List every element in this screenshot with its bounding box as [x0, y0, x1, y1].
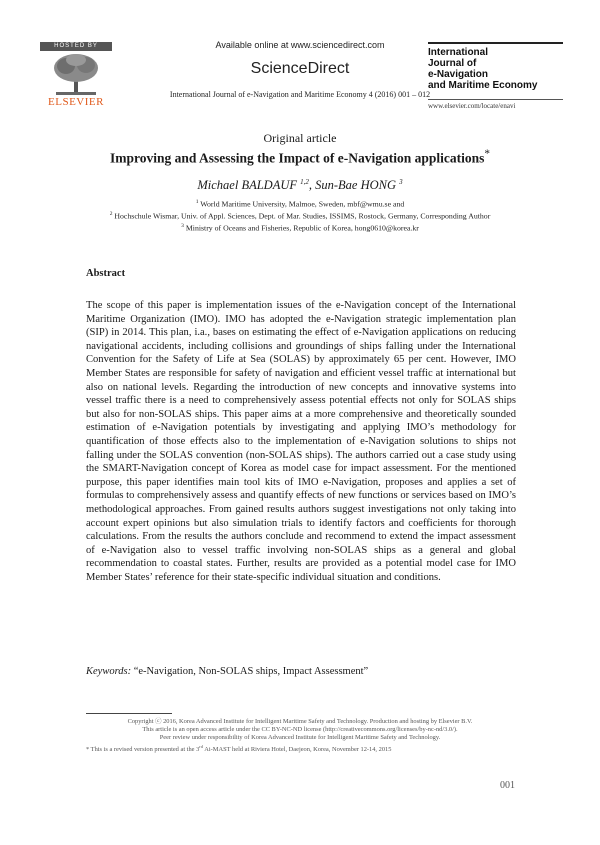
author-name: Sun-Bae HONG: [315, 178, 400, 193]
journal-title-line: and Maritime Economy: [428, 80, 538, 91]
keywords-text: “e-Navigation, Non-SOLAS ships, Impact Assessment”: [131, 666, 369, 677]
journal-title-line: e-Navigation: [428, 69, 489, 80]
journal-title-line: Journal of: [428, 58, 477, 69]
available-online-link[interactable]: Available online at www.sciencedirect.com: [215, 40, 385, 50]
hosted-by-label: HOSTED BY: [40, 42, 112, 51]
affiliation-number: 2: [109, 211, 113, 217]
affiliation-text: Ministry of Oceans and Fisheries, Republic of Korea, hong0610@korea.kr: [183, 223, 419, 233]
title-footnote-mark: *: [484, 148, 491, 160]
publisher-name: ELSEVIER: [48, 96, 104, 108]
affiliation-number: 1: [195, 199, 199, 205]
sciencedirect-brand: ScienceDirect: [250, 60, 350, 77]
revised-note-text: Ai-MAST held at Riviera Hotel, Daejeon, Korea, November 12-14, 2015: [203, 746, 392, 754]
journal-title: [428, 47, 563, 91]
keywords-label: Keywords:: [86, 666, 132, 677]
ordinal-suffix: rd: [199, 744, 204, 749]
journal-title-box: [428, 42, 563, 110]
license-notice: This article is an open access article under the CC BY-NC-ND license (http://creativecommons.org/licenses/by-nc-nd/3.0/).: [142, 726, 458, 733]
peer-review-notice: Peer review under responsibility of Korea Advanced Institute for Intelligent Maritime Safety and Technology.: [159, 734, 441, 741]
article-type: Original article: [263, 131, 337, 145]
journal-citation: International Journal of e-Navigation and Maritime Economy 4 (2016) 001 – 012: [169, 90, 431, 99]
author-separator: ,: [308, 178, 316, 193]
footnote-divider: [86, 713, 172, 714]
affiliation-text: World Maritime University, Malmoe, Sweden, mbf@wmu.se and: [198, 199, 405, 209]
abstract-text: The scope of this paper is implementation issues of the e-Navigation concept of the International Maritime Organization (IMO). IMO has adopted the e-Navigation strategic implementation plan (SIP) in 2014. This plan, i.a., bases on estimating the effect of e-Navigation applications on reducing navigational accidents, including collisions and groundings of ships falling under the International Convention for the Safety of Life at Sea (SOLAS) by approximately 65 per cent. However, IMO Member States are responsible for safety of navigation and efficient vessel traffic at international but also on national levels. Regarding the introduction of new concepts and innovative systems into vessel traffic there is a need to comprehensively assess potential effects not only for SOLAS ships but also for non-SOLAS ships. This paper aims at a more comprehensive and theoretically sounded estimation of e-Navigation potentials by investigating and applying IMO’s methodology for quantification of those effects also to the implementation of e-Navigation solutions to ships not falling under the SOLAS convention (non-SOLAS ships). The authors carried out a case study using the SMART-Navigation concept of Korea as model case for impact assessment. For the mentioned purpose, this paper identifies main tool kits of IMO e-Navigation, proposes and applies a set of formulas to comprehensively assess and quantify effects of new functions or services based on IMO’s methodological approaches. From gained results authors suggest investigations not only taking into account expert opinions but also simulation trials to identify factors and coefficients for thorough calculations. From the results the authors conclude and recommend to extend the impact assessment of e-Navigation also to vessel traffic involving non-SOLAS ships as a general and global recommendation to coastal states. Further, results are provided as a potential model case for IMO Member States’ reference for their state-specific individual situation and conditions.: [86, 300, 516, 583]
author-name: Michael BALDAUF: [197, 178, 301, 193]
affiliation: [0, 199, 600, 209]
keywords: [86, 666, 368, 677]
revised-version-note: [86, 744, 391, 753]
affiliation: [0, 223, 600, 233]
affiliation: [0, 211, 600, 221]
affiliation-number: 3: [181, 223, 184, 229]
journal-title-line: International: [428, 47, 489, 58]
author-affiliation-mark: 1,2: [300, 178, 309, 186]
authors: [0, 178, 600, 193]
author-affiliation-mark: 3: [399, 178, 403, 186]
copyright-notice: Copyright ⓒ 2016, Korea Advanced Institute for Intelligent Maritime Safety and Technology. Production and hosting by Elsevier B.V.: [127, 718, 473, 725]
page-number: 001: [500, 780, 515, 791]
journal-url-link[interactable]: www.elsevier.com/locate/enavi: [428, 99, 563, 110]
revised-note-text: * This is a revised version presented at the 3: [86, 746, 200, 754]
article-title: [0, 148, 600, 167]
abstract-heading: Abstract: [86, 268, 126, 279]
article-title-text: Improving and Assessing the Impact of e-Navigation applications: [109, 150, 485, 166]
affiliation-text: Hochschule Wismar, Univ. of Appl. Sciences, Dept. of Mar. Studies, ISSIMS, Rostock, Germany, Corresponding Author: [112, 211, 491, 221]
